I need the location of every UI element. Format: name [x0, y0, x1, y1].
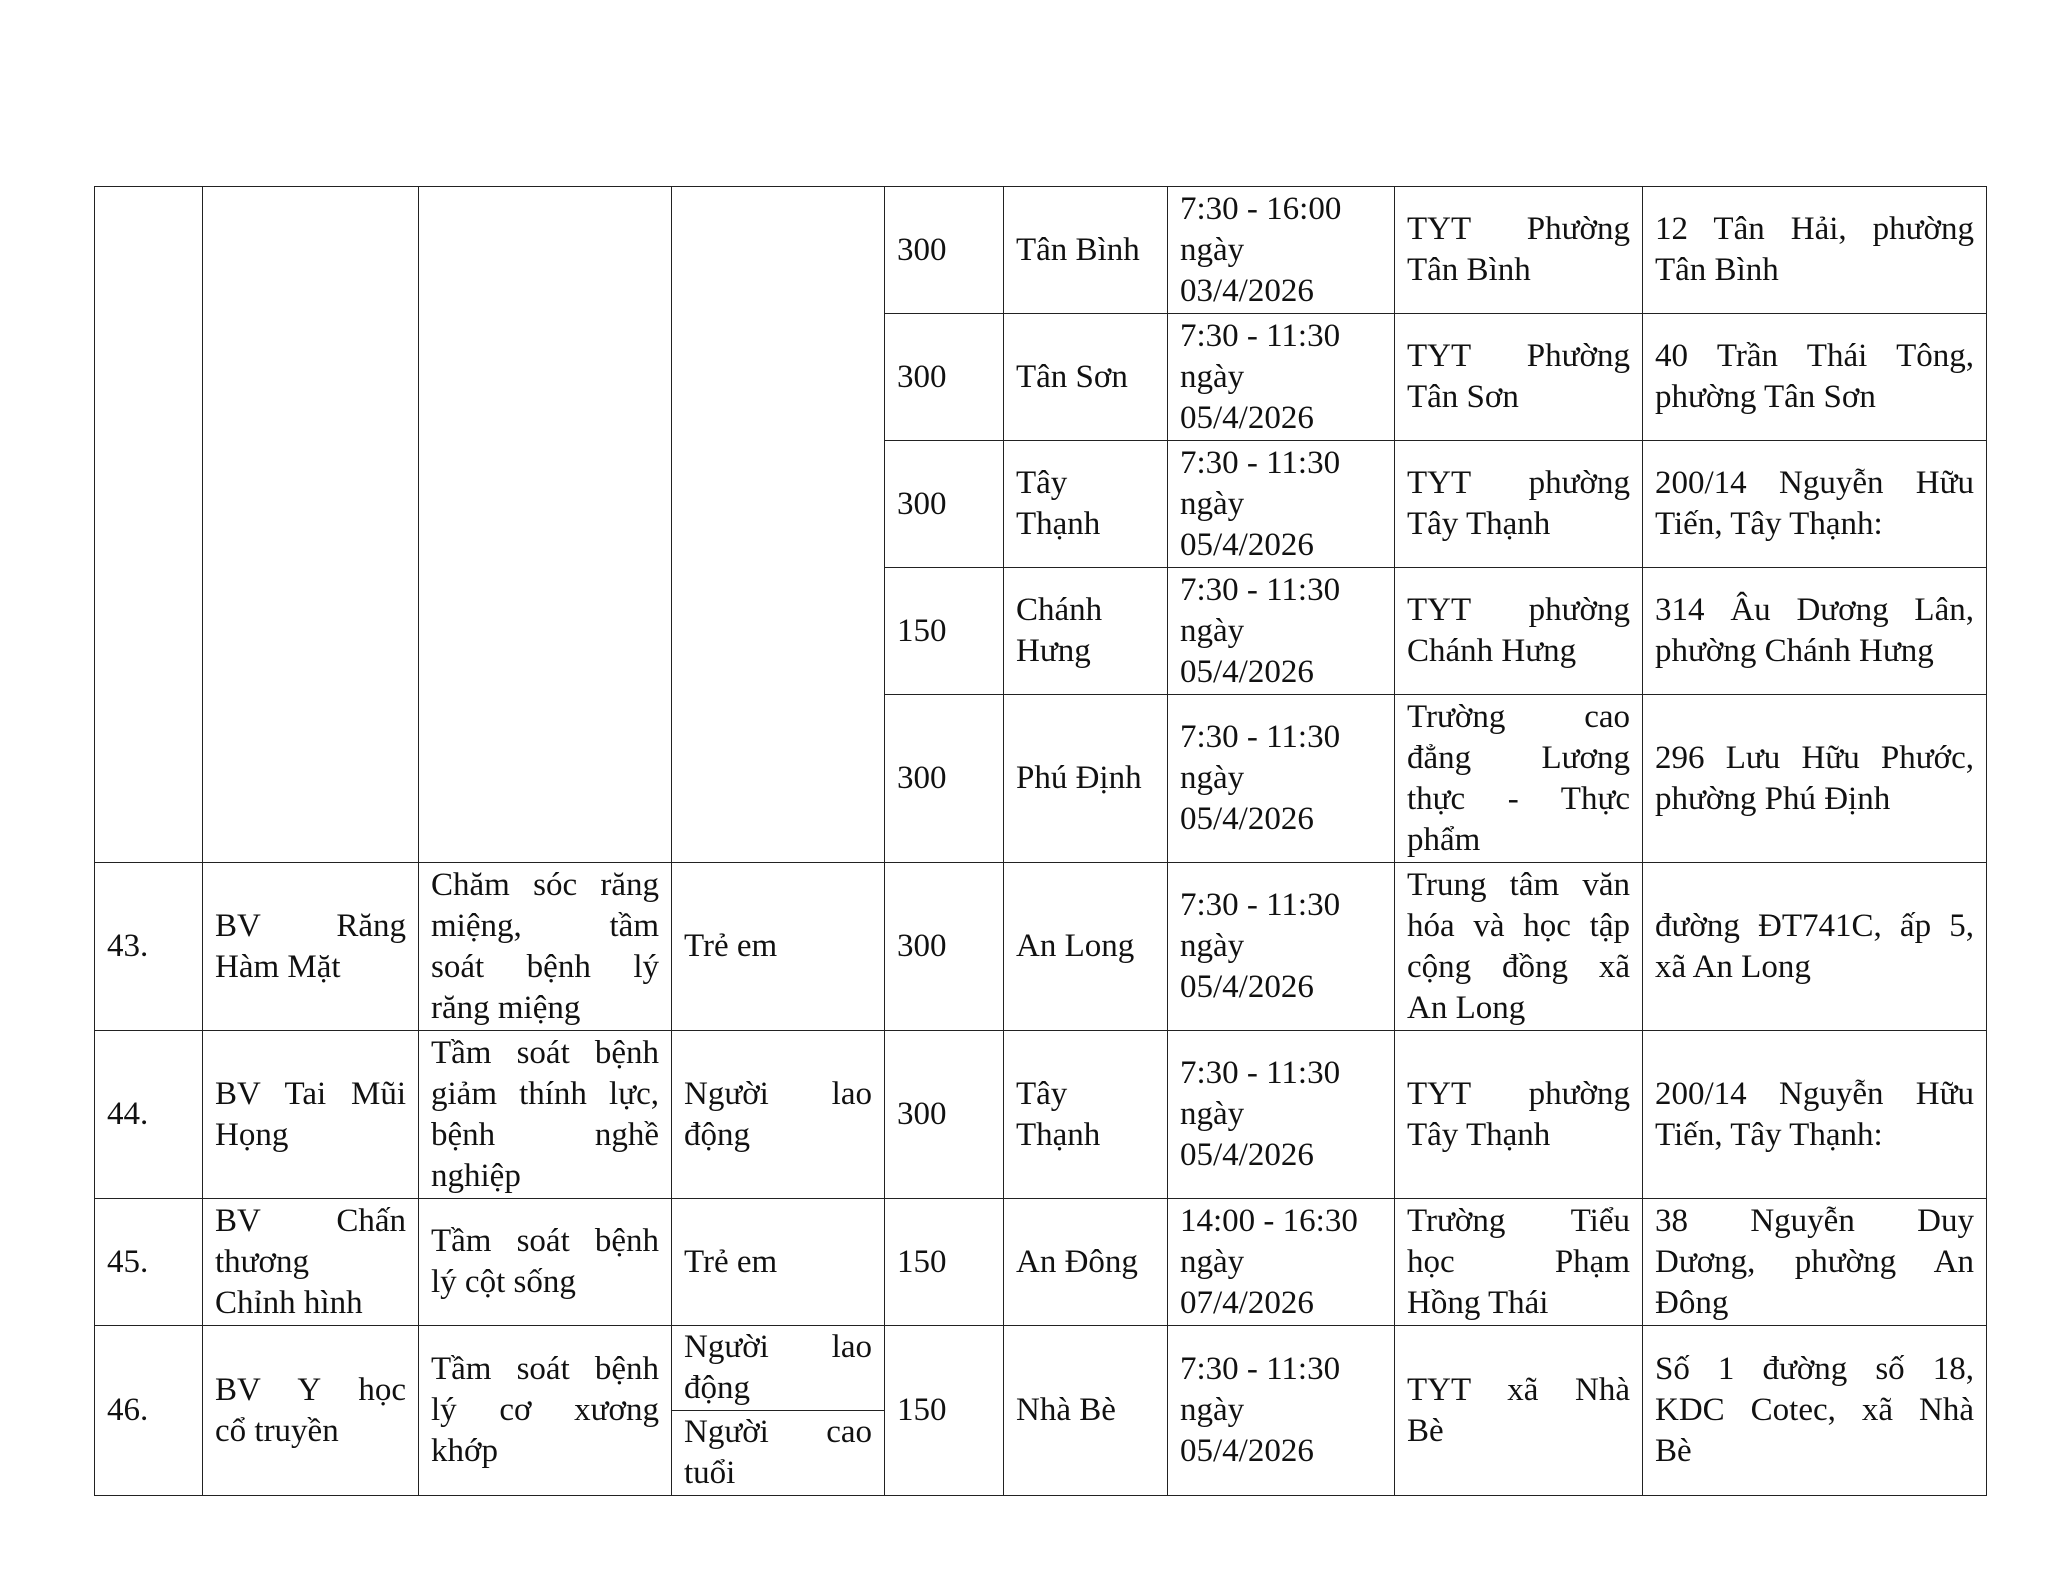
target-cell: Người cao tuổi — [672, 1411, 885, 1496]
ward-cell: Tây Thạnh — [1004, 1031, 1168, 1199]
place-cell: TYT Phường Tân Sơn — [1395, 314, 1643, 441]
time-cell: 7:30 - 11:30 ngày 05/4/2026 — [1168, 1326, 1395, 1496]
quantity-cell: 300 — [885, 187, 1004, 314]
time-cell: 7:30 - 11:30 ngày 05/4/2026 — [1168, 863, 1395, 1031]
hospital-cell-empty — [203, 187, 419, 863]
ward-cell: Phú Định — [1004, 695, 1168, 863]
service-cell: Chăm sóc răng miệng, tầm soát bệnh lý răng miệng — [419, 863, 672, 1031]
no-cell: 43. — [95, 863, 203, 1031]
target-cell: Người lao động — [672, 1031, 885, 1199]
quantity-cell: 150 — [885, 1326, 1004, 1496]
place-cell: TYT phường Tây Thạnh — [1395, 1031, 1643, 1199]
place-cell: Trung tâm văn hóa và học tập cộng đồng xã An Long — [1395, 863, 1643, 1031]
table-row — [95, 863, 1987, 1031]
service-cell: Tầm soát bệnh lý cột sống — [419, 1199, 672, 1326]
target-cell-empty — [672, 187, 885, 863]
address-cell: 200/14 Nguyễn Hữu Tiến, Tây Thạnh: — [1643, 441, 1987, 568]
hospital-cell: BV Tai Mũi Họng — [203, 1031, 419, 1199]
no-cell: 45. — [95, 1199, 203, 1326]
service-cell: Tầm soát bệnh giảm thính lực, bệnh nghề nghiệp — [419, 1031, 672, 1199]
place-cell: Trường Tiểu học Phạm Hồng Thái — [1395, 1199, 1643, 1326]
place-cell: TYT phường Chánh Hưng — [1395, 568, 1643, 695]
ward-cell: Nhà Bè — [1004, 1326, 1168, 1496]
quantity-cell: 300 — [885, 314, 1004, 441]
no-cell: 44. — [95, 1031, 203, 1199]
time-cell: 7:30 - 11:30 ngày 05/4/2026 — [1168, 568, 1395, 695]
table-row — [95, 187, 1987, 314]
quantity-cell: 300 — [885, 863, 1004, 1031]
address-cell: 296 Lưu Hữu Phước, phường Phú Định — [1643, 695, 1987, 863]
time-cell: 7:30 - 11:30 ngày 05/4/2026 — [1168, 1031, 1395, 1199]
quantity-cell: 150 — [885, 568, 1004, 695]
table-row — [95, 1031, 1987, 1199]
ward-cell: Chánh Hưng — [1004, 568, 1168, 695]
ward-cell: Tân Bình — [1004, 187, 1168, 314]
target-cell: Trẻ em — [672, 1199, 885, 1326]
time-cell: 14:00 - 16:30 ngày 07/4/2026 — [1168, 1199, 1395, 1326]
service-cell: Tầm soát bệnh lý cơ xương khớp — [419, 1326, 672, 1496]
address-cell: 38 Nguyễn Duy Dương, phường An Đông — [1643, 1199, 1987, 1326]
address-cell: 200/14 Nguyễn Hữu Tiến, Tây Thạnh: — [1643, 1031, 1987, 1199]
hospital-cell: BV Chấn thương Chỉnh hình — [203, 1199, 419, 1326]
no-cell-empty — [95, 187, 203, 863]
quantity-cell: 300 — [885, 695, 1004, 863]
place-cell: TYT Phường Tân Bình — [1395, 187, 1643, 314]
target-cell: Trẻ em — [672, 863, 885, 1031]
ward-cell: An Đông — [1004, 1199, 1168, 1326]
no-cell: 46. — [95, 1326, 203, 1496]
schedule-table — [94, 186, 1987, 1496]
table-row — [95, 1199, 1987, 1326]
table-row — [95, 1326, 1987, 1411]
time-cell: 7:30 - 11:30 ngày 05/4/2026 — [1168, 314, 1395, 441]
address-cell: 40 Trần Thái Tông, phường Tân Sơn — [1643, 314, 1987, 441]
address-cell: 314 Âu Dương Lân, phường Chánh Hưng — [1643, 568, 1987, 695]
address-cell: 12 Tân Hải, phường Tân Bình — [1643, 187, 1987, 314]
time-cell: 7:30 - 11:30 ngày 05/4/2026 — [1168, 441, 1395, 568]
service-cell-empty — [419, 187, 672, 863]
hospital-cell: BV Y học cổ truyền — [203, 1326, 419, 1496]
time-cell: 7:30 - 11:30 ngày 05/4/2026 — [1168, 695, 1395, 863]
address-cell: Số 1 đường số 18, KDC Cotec, xã Nhà Bè — [1643, 1326, 1987, 1496]
quantity-cell: 150 — [885, 1199, 1004, 1326]
quantity-cell: 300 — [885, 1031, 1004, 1199]
place-cell: TYT xã Nhà Bè — [1395, 1326, 1643, 1496]
address-cell: đường ĐT741C, ấp 5, xã An Long — [1643, 863, 1987, 1031]
ward-cell: An Long — [1004, 863, 1168, 1031]
ward-cell: Tân Sơn — [1004, 314, 1168, 441]
hospital-cell: BV Răng Hàm Mặt — [203, 863, 419, 1031]
ward-cell: Tây Thạnh — [1004, 441, 1168, 568]
time-cell: 7:30 - 16:00 ngày 03/4/2026 — [1168, 187, 1395, 314]
place-cell: Trường cao đẳng Lương thực - Thực phẩm — [1395, 695, 1643, 863]
quantity-cell: 300 — [885, 441, 1004, 568]
target-cell: Người lao động — [672, 1326, 885, 1411]
place-cell: TYT phường Tây Thạnh — [1395, 441, 1643, 568]
